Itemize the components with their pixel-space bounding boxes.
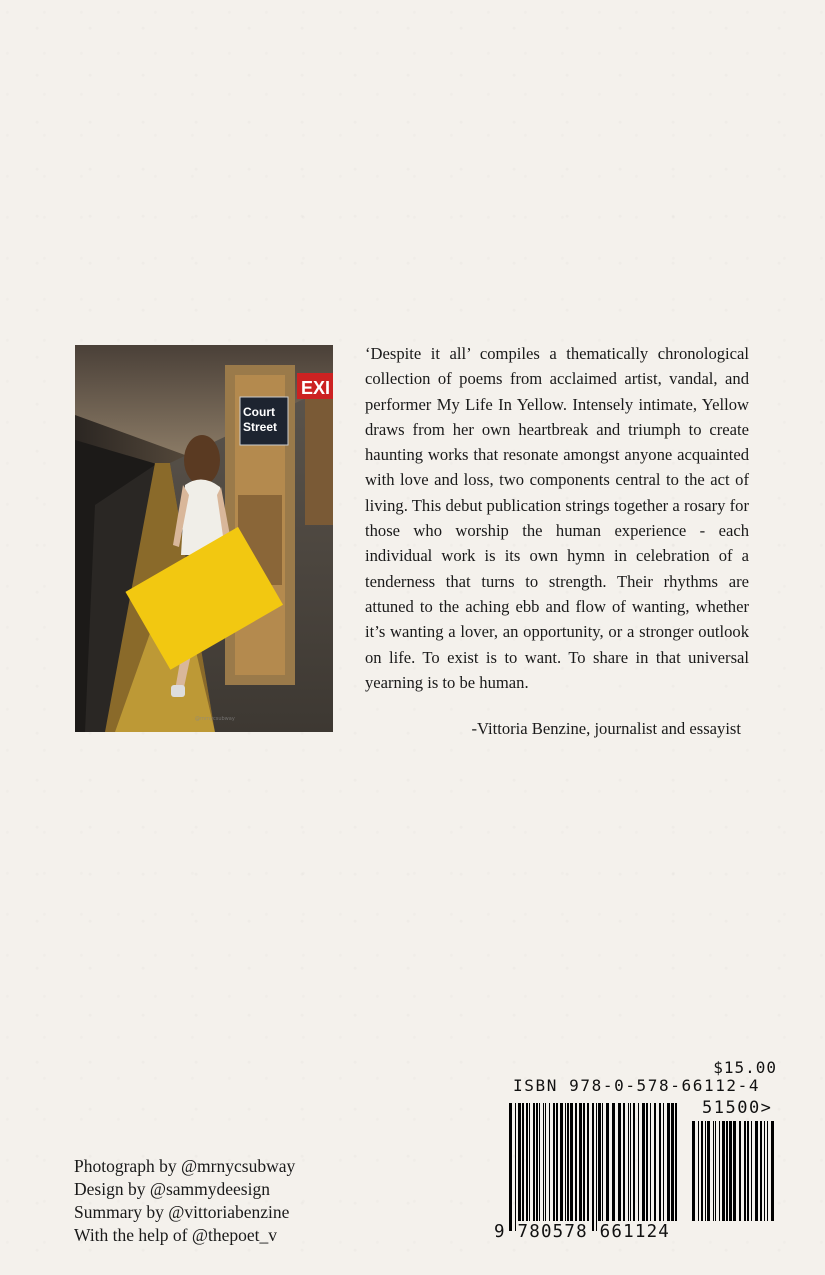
svg-text:Street: Street (243, 420, 278, 434)
barcode-bar (675, 1103, 677, 1221)
isbn-label: ISBN 978-0-578-66112-4 (513, 1076, 761, 1095)
barcode-bar (733, 1121, 736, 1221)
barcode-bar (667, 1103, 670, 1221)
isbn-barcode (494, 1058, 794, 1248)
ean-digits: 9 780578 661124 (494, 1222, 671, 1242)
credit-summary: Summary by @vittoriabenzine (74, 1202, 290, 1222)
barcode-bar (764, 1121, 765, 1221)
barcode-bar (715, 1121, 716, 1221)
barcode-bar (705, 1121, 706, 1221)
summary-paragraph (365, 341, 749, 695)
barcode-bar (579, 1103, 582, 1221)
cover-photo (75, 345, 333, 732)
barcode-bar (543, 1103, 544, 1221)
barcode-bar (565, 1103, 566, 1221)
barcode-bar (570, 1103, 573, 1221)
barcode-bar (575, 1103, 577, 1221)
barcode-bar (638, 1103, 639, 1221)
barcode-bar (771, 1121, 774, 1221)
barcode-bar (654, 1103, 656, 1221)
barcode-bar (628, 1103, 629, 1221)
barcode-bar (767, 1121, 768, 1221)
barcode-bar (533, 1103, 535, 1221)
barcode-bar (560, 1103, 563, 1221)
price-label: $15.00 (713, 1058, 777, 1077)
barcode-bar (630, 1103, 631, 1221)
subway-photo-illustration (75, 345, 333, 732)
barcode-bar (587, 1103, 589, 1221)
addon-number: 51500> (702, 1098, 773, 1118)
barcode-bar (539, 1103, 540, 1221)
svg-text:@mrnycsubway (195, 716, 235, 722)
barcode-bar (671, 1103, 674, 1221)
barcode-bar (760, 1121, 762, 1221)
svg-text:Court: Court (243, 405, 275, 419)
barcode-bar (596, 1103, 597, 1231)
barcode-bar (751, 1121, 752, 1221)
barcode-bar (553, 1103, 555, 1221)
exit-sign-text: EXI (301, 378, 331, 398)
barcode-bar (722, 1121, 725, 1221)
barcode-bar (663, 1103, 664, 1221)
barcode-bar (713, 1121, 714, 1221)
barcode-bar (698, 1121, 699, 1221)
barcode-bar (618, 1103, 621, 1221)
credit-help: With the help of @thepoet_v (74, 1225, 278, 1245)
credits (74, 1155, 295, 1247)
barcode-bar (755, 1121, 758, 1221)
barcode-bar (606, 1103, 609, 1221)
barcode-bar (701, 1121, 703, 1221)
barcode-bar (598, 1103, 601, 1221)
barcode-bar (744, 1121, 746, 1221)
barcode-bar (726, 1121, 728, 1221)
barcode-bar (602, 1103, 603, 1221)
barcode-bar (642, 1103, 645, 1221)
barcode-bar (692, 1121, 695, 1221)
barcode-bar (747, 1121, 749, 1221)
credit-photograph: Photograph by @mrnycsubway (74, 1156, 296, 1176)
barcode-bar (567, 1103, 569, 1221)
barcode-bar (592, 1103, 594, 1231)
ean-barcode-bars (509, 1103, 679, 1231)
barcode-bar (659, 1103, 661, 1221)
barcode-bar (633, 1103, 635, 1221)
addon-barcode-bars (692, 1121, 777, 1231)
barcode-bar (729, 1121, 732, 1221)
barcode-bar (536, 1103, 538, 1221)
barcode-bar (522, 1103, 524, 1221)
barcode-bar (509, 1103, 512, 1231)
barcode-bar (650, 1103, 651, 1221)
credit-design: Design by @sammydeesign (74, 1179, 270, 1199)
barcode-bar (719, 1121, 720, 1221)
barcode-bar (623, 1103, 625, 1221)
barcode-bar (556, 1103, 558, 1221)
summary-attribution: -Vittoria Benzine, journalist and essayist (471, 719, 741, 738)
barcode-bar (612, 1103, 615, 1221)
barcode-bar (526, 1103, 528, 1221)
barcode-bar (529, 1103, 530, 1221)
barcode-bar (583, 1103, 585, 1221)
barcode-bar (646, 1103, 648, 1221)
barcode-bar (515, 1103, 516, 1231)
barcode-bar (707, 1121, 710, 1221)
summary-text: ‘Despite it all’ compiles a thematically chronological collection of poems from acclaimed artist, vandal, and performer My Life In Yellow. Intensely intimate, Yellow draws from her own heartbreak and triumph to create haunting works that resonate amongst anyone acquainted with love and loss, two components central to the act of living. This debut publication strings together a rosary for those who worship the human experience - each individual work is its own hymn in celebration of a tenderness that turns to strength. Their rhythms are attuned to the aching ebb and flow of wanting, whether it’s wanting a lover, an opportunity, or a stronger outlook on life. To exist is to want. To share in that universal yearning is to be human. (365, 344, 749, 692)
barcode-bar (739, 1121, 741, 1221)
photo-watermark: @mrnycsubway (195, 716, 235, 722)
barcode-bar (549, 1103, 550, 1221)
barcode-bar (518, 1103, 521, 1221)
barcode-bar (545, 1103, 546, 1221)
